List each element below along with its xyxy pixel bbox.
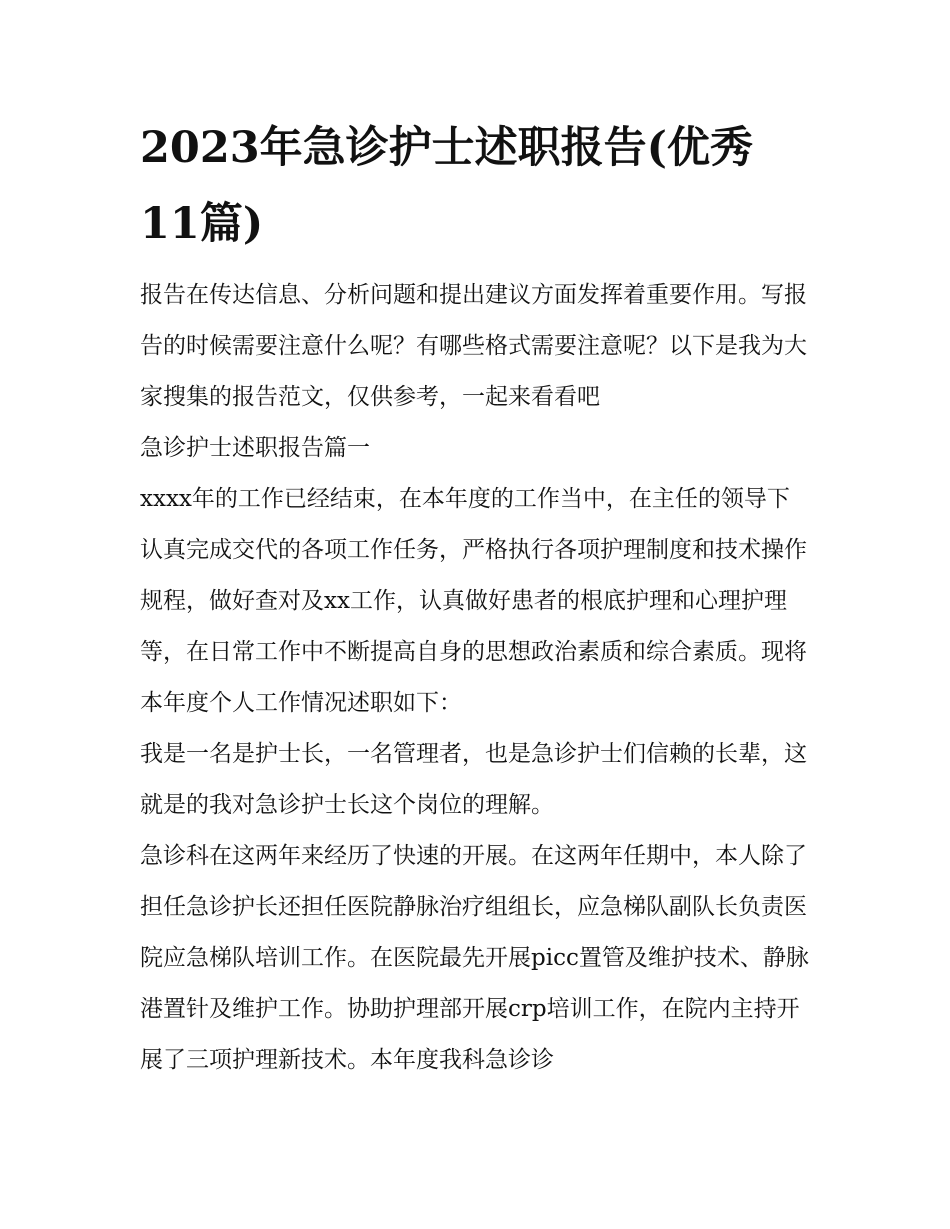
document-body	[140, 110, 812, 1086]
document-title: 2023年急诊护士述职报告(优秀11篇)	[140, 123, 754, 249]
intro-paragraph: 报告在传达信息、分析问题和提出建议方面发挥着重要作用。写报告的时候需要注意什么呢？有哪些格式需要注意呢？以下是我为大家搜集的报告范文，仅供参考，一起来看看吧	[140, 282, 807, 410]
section-heading: 急诊护士述职报告篇一	[140, 435, 370, 461]
body-paragraph: xxxx年的工作已经结束，在本年度的工作当中，在主任的领导下认真完成交代的各项工作任务，严格执行各项护理制度和技术操作规程，做好查对及xx工作，认真做好患者的根底护理和心理护理等，在日常工作中不断提高自身的思想政治素质和综合素质。现将本年度个人工作情况述职如下：	[140, 486, 807, 716]
body-paragraph: 急诊科在这两年来经历了快速的开展。在这两年任期中，本人除了担任急诊护长还担任医院静脉治疗组组长，应急梯队副队长负责医院应急梯队培训工作。在医院最先开展picc置管及维护技术、静脉港置针及维护工作。协助护理部开展crp培训工作，在院内主持开展了三项护理新技术。本年度我科急诊诊	[140, 843, 809, 1073]
body-paragraph: 我是一名是护士长，一名管理者，也是急诊护士们信赖的长辈，这就是的我对急诊护士长这个岗位的理解。	[140, 741, 807, 818]
